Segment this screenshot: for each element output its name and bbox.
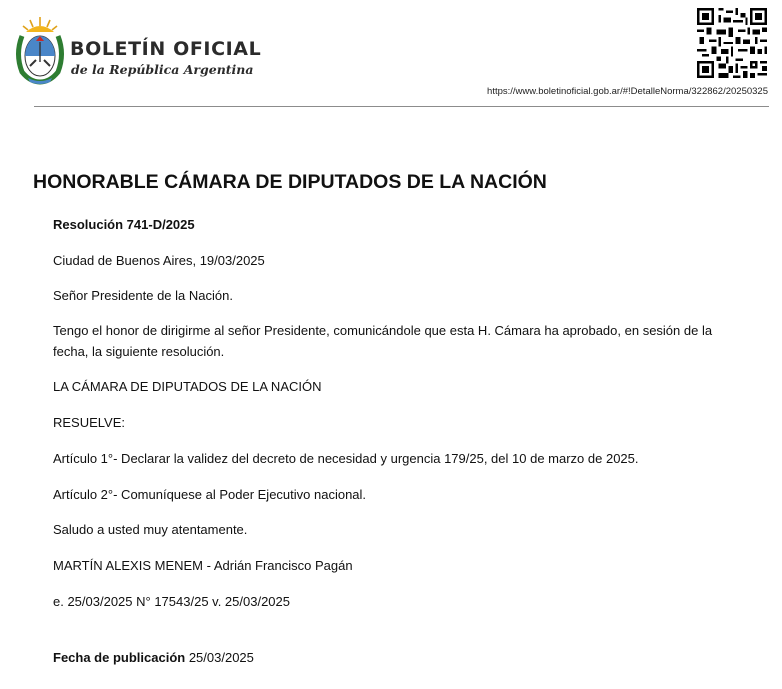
signatories: MARTÍN ALEXIS MENEM - Adrián Francisco Pagán: [53, 558, 353, 573]
article-2: Artículo 2°- Comuníquese al Poder Ejecutivo nacional.: [53, 487, 367, 502]
entry-info: e. 25/03/2025 N° 17543/25 v. 25/03/2025: [53, 594, 290, 609]
organization-title: HONORABLE CÁMARA DE DIPUTADOS DE LA NACIÓN: [33, 171, 547, 193]
brand-title: BOLETÍN OFICIAL: [70, 38, 262, 60]
intro-paragraph: Tengo el honor de dirigirme al señor Presidente, comunicándole que esta H. Cámara ha aprobado, en sesión de la fecha, la siguiente resolución.: [53, 323, 713, 359]
publication-line: [53, 647, 254, 668]
resolution-number: Resolución 741-D/2025: [53, 217, 195, 232]
publication-date: 25/03/2025: [188, 650, 254, 665]
header-divider: [34, 106, 769, 107]
qr-code-icon[interactable]: [697, 8, 767, 78]
brand-subtitle: de la República Argentina: [71, 62, 254, 77]
salutation: Señor Presidente de la Nación.: [53, 288, 233, 303]
place-date: Ciudad de Buenos Aires, 19/03/2025: [53, 253, 265, 268]
closing: Saludo a usted muy atentamente.: [53, 522, 248, 537]
header: [0, 0, 782, 106]
chamber-heading: LA CÁMARA DE DIPUTADOS DE LA NACIÓN: [53, 379, 322, 394]
publication-label: Fecha de publicación: [53, 650, 186, 665]
resolves-heading: RESUELVE:: [53, 415, 126, 430]
article-1: Artículo 1°- Declarar la validez del decreto de necesidad y urgencia 179/25, del 10 de marzo de 2025.: [53, 451, 639, 466]
coat-of-arms-icon: [14, 14, 66, 86]
document-url[interactable]: https://www.boletinoficial.gob.ar/#!DetalleNorma/322862/20250325: [487, 86, 768, 97]
